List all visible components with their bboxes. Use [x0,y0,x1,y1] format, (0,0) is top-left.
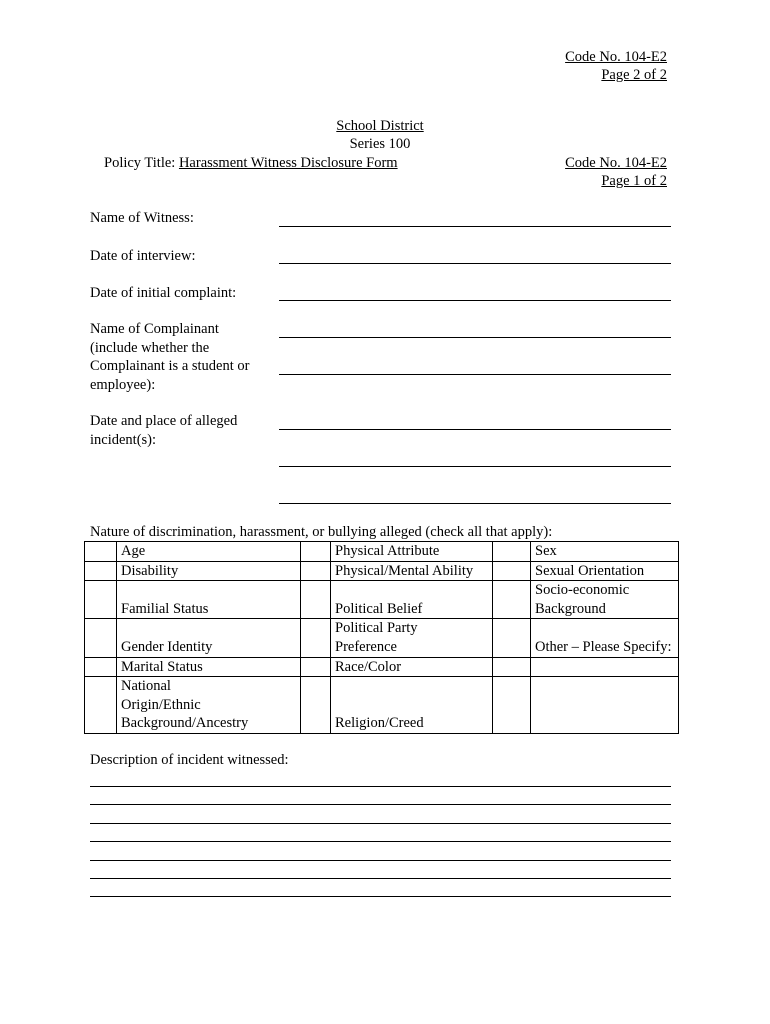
policy-title-prefix: Policy Title: [104,155,179,171]
option-label: Sex [531,542,679,562]
description-line-5[interactable] [90,860,671,861]
complainant-label-line-3: Complainant is a student or [90,358,250,374]
checkbox-cell[interactable] [85,657,117,677]
option-label: Age [117,542,301,562]
option-label: Disability [117,561,301,581]
complainant-line-2[interactable] [279,374,671,375]
nature-heading: Nature of discrimination, harassment, or bullying alleged (check all that apply): [90,524,553,540]
option-label [531,657,679,677]
nature-row [85,677,679,734]
district-name: School District [336,118,424,134]
option-label: Gender Identity [117,619,301,657]
incident-label-line-1: Date and place of alleged [90,413,238,429]
description-line-3[interactable] [90,823,671,824]
nature-row [85,542,679,562]
description-heading: Description of incident witnessed: [90,752,289,768]
option-label: Socio-economic Background [531,581,679,619]
interview-date-label: Date of interview: [90,248,196,264]
option-label: Physical Attribute [331,542,493,562]
checkbox-cell[interactable] [493,542,531,562]
complainant-label-line-4: employee): [90,377,156,393]
policy-title-value: Harassment Witness Disclosure Form [178,155,398,171]
checkbox-cell[interactable] [301,581,331,619]
nature-table [84,541,679,734]
option-label: Familial Status [117,581,301,619]
incident-line-1[interactable] [279,429,671,430]
nature-row [85,581,679,619]
option-label: Religion/Creed [331,677,493,734]
description-line-4[interactable] [90,841,671,842]
nature-row [85,619,679,657]
checkbox-cell[interactable] [301,677,331,734]
option-label: Political Party Preference [331,619,493,657]
complaint-date-line[interactable] [279,300,671,301]
option-label: Political Belief [331,581,493,619]
checkbox-cell[interactable] [493,677,531,734]
checkbox-cell[interactable] [85,581,117,619]
option-label [531,677,679,734]
complaint-date-label: Date of initial complaint: [90,285,237,301]
checkbox-cell[interactable] [493,581,531,619]
complainant-label-line-1: Name of Complainant [90,321,219,337]
option-label: National Origin/Ethnic Background/Ancestry [117,677,301,734]
description-line-2[interactable] [90,804,671,805]
witness-label: Name of Witness: [90,210,194,226]
interview-date-line[interactable] [279,263,671,264]
description-line-1[interactable] [90,786,671,787]
top-page-number: Page 2 of 2 [601,67,667,83]
checkbox-cell[interactable] [301,561,331,581]
complainant-label-line-2: (include whether the [90,340,210,356]
top-code-number: Code No. 104-E2 [565,49,667,65]
description-line-6[interactable] [90,878,671,879]
checkbox-cell[interactable] [85,619,117,657]
checkbox-cell[interactable] [493,561,531,581]
option-label: Sexual Orientation [531,561,679,581]
page-number: Page 1 of 2 [601,173,667,189]
checkbox-cell[interactable] [301,657,331,677]
checkbox-cell[interactable] [85,561,117,581]
option-label: Race/Color [331,657,493,677]
checkbox-cell[interactable] [301,542,331,562]
incident-label-line-2: incident(s): [90,432,157,448]
nature-row [85,657,679,677]
complainant-line-1[interactable] [279,337,671,338]
option-label: Marital Status [117,657,301,677]
checkbox-cell[interactable] [301,619,331,657]
option-label: Physical/Mental Ability [331,561,493,581]
incident-line-3[interactable] [279,503,671,504]
witness-line[interactable] [279,226,671,227]
option-label: Other – Please Specify: [531,619,679,657]
code-number: Code No. 104-E2 [565,155,667,171]
checkbox-cell[interactable] [85,542,117,562]
series-label: Series 100 [349,136,411,152]
policy-title [104,154,398,172]
checkbox-cell[interactable] [85,677,117,734]
checkbox-cell[interactable] [493,657,531,677]
incident-line-2[interactable] [279,466,671,467]
description-line-7[interactable] [90,896,671,897]
checkbox-cell[interactable] [493,619,531,657]
nature-row [85,561,679,581]
